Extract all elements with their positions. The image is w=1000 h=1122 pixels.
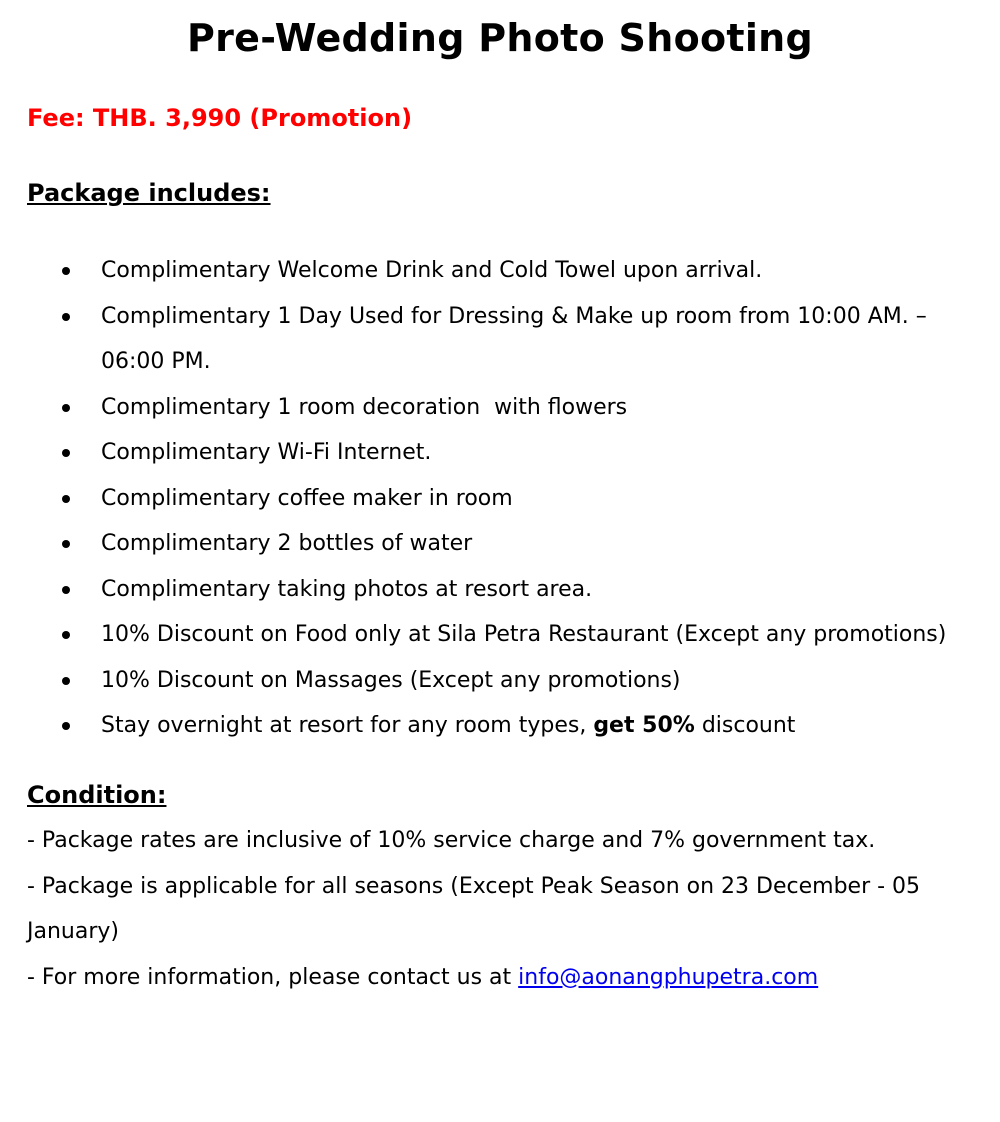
list-item-text: 10% Discount on Massages (Except any promotions) — [101, 667, 681, 693]
list-item-text: Complimentary 1 Day Used for Dressing & Make up room from 10:00 AM. – 06:00 PM. — [101, 303, 927, 374]
list-item-text: Complimentary 2 bottles of water — [101, 531, 473, 556]
list-item — [0, 612, 990, 658]
list-item-text: Complimentary coffee maker in room — [101, 485, 513, 511]
bullet-icon — [62, 586, 70, 594]
email-link[interactable]: info@aonangphupetra.com — [518, 964, 819, 990]
bullet-icon — [62, 631, 70, 639]
list-item-text: 10% Discount on Food only at Sila Petra Restaurant (Except any promotions) — [101, 622, 947, 647]
discount-highlight: get 50% — [593, 713, 695, 738]
list-item — [0, 521, 990, 567]
package-heading: Package includes: — [27, 179, 271, 207]
includes-list — [0, 248, 990, 749]
list-item-text: Complimentary 1 room decoration with flowers — [101, 394, 628, 420]
fee-text: Fee: THB. 3,990 (Promotion) — [27, 104, 413, 132]
list-item-text: Complimentary Wi-Fi Internet. — [101, 440, 432, 465]
list-item — [0, 248, 990, 294]
bullet-icon — [62, 495, 70, 503]
list-item — [0, 294, 946, 385]
contact-text: - For more information, please contact us at — [27, 964, 519, 990]
conditions-block — [27, 818, 977, 1000]
list-item-text: Complimentary taking photos at resort area. — [101, 576, 593, 602]
list-item — [0, 430, 990, 476]
list-item — [0, 476, 990, 522]
condition-line: - Package is applicable for all seasons (Except Peak Season on 23 December - 05 January) — [27, 873, 921, 944]
condition-line: - Package rates are inclusive of 10% service charge and 7% government tax. — [27, 828, 876, 853]
list-item — [0, 385, 990, 431]
contact-line — [27, 955, 977, 1001]
bullet-icon — [62, 540, 70, 548]
bullet-icon — [62, 449, 70, 457]
bullet-icon — [62, 267, 70, 275]
list-item-prefix: Stay overnight at resort for any room types, — [101, 713, 594, 738]
bullet-icon — [62, 677, 70, 685]
list-item-text: Complimentary Welcome Drink and Cold Towel upon arrival. — [101, 258, 763, 283]
condition-heading: Condition: — [27, 781, 167, 809]
bullet-icon — [62, 722, 70, 730]
list-item — [0, 567, 990, 613]
list-item — [0, 703, 990, 749]
bullet-icon — [62, 313, 70, 321]
list-item-suffix: discount — [694, 713, 796, 738]
bullet-icon — [62, 404, 70, 412]
page-title: Pre-Wedding Photo Shooting — [186, 16, 814, 60]
list-item — [0, 658, 990, 704]
